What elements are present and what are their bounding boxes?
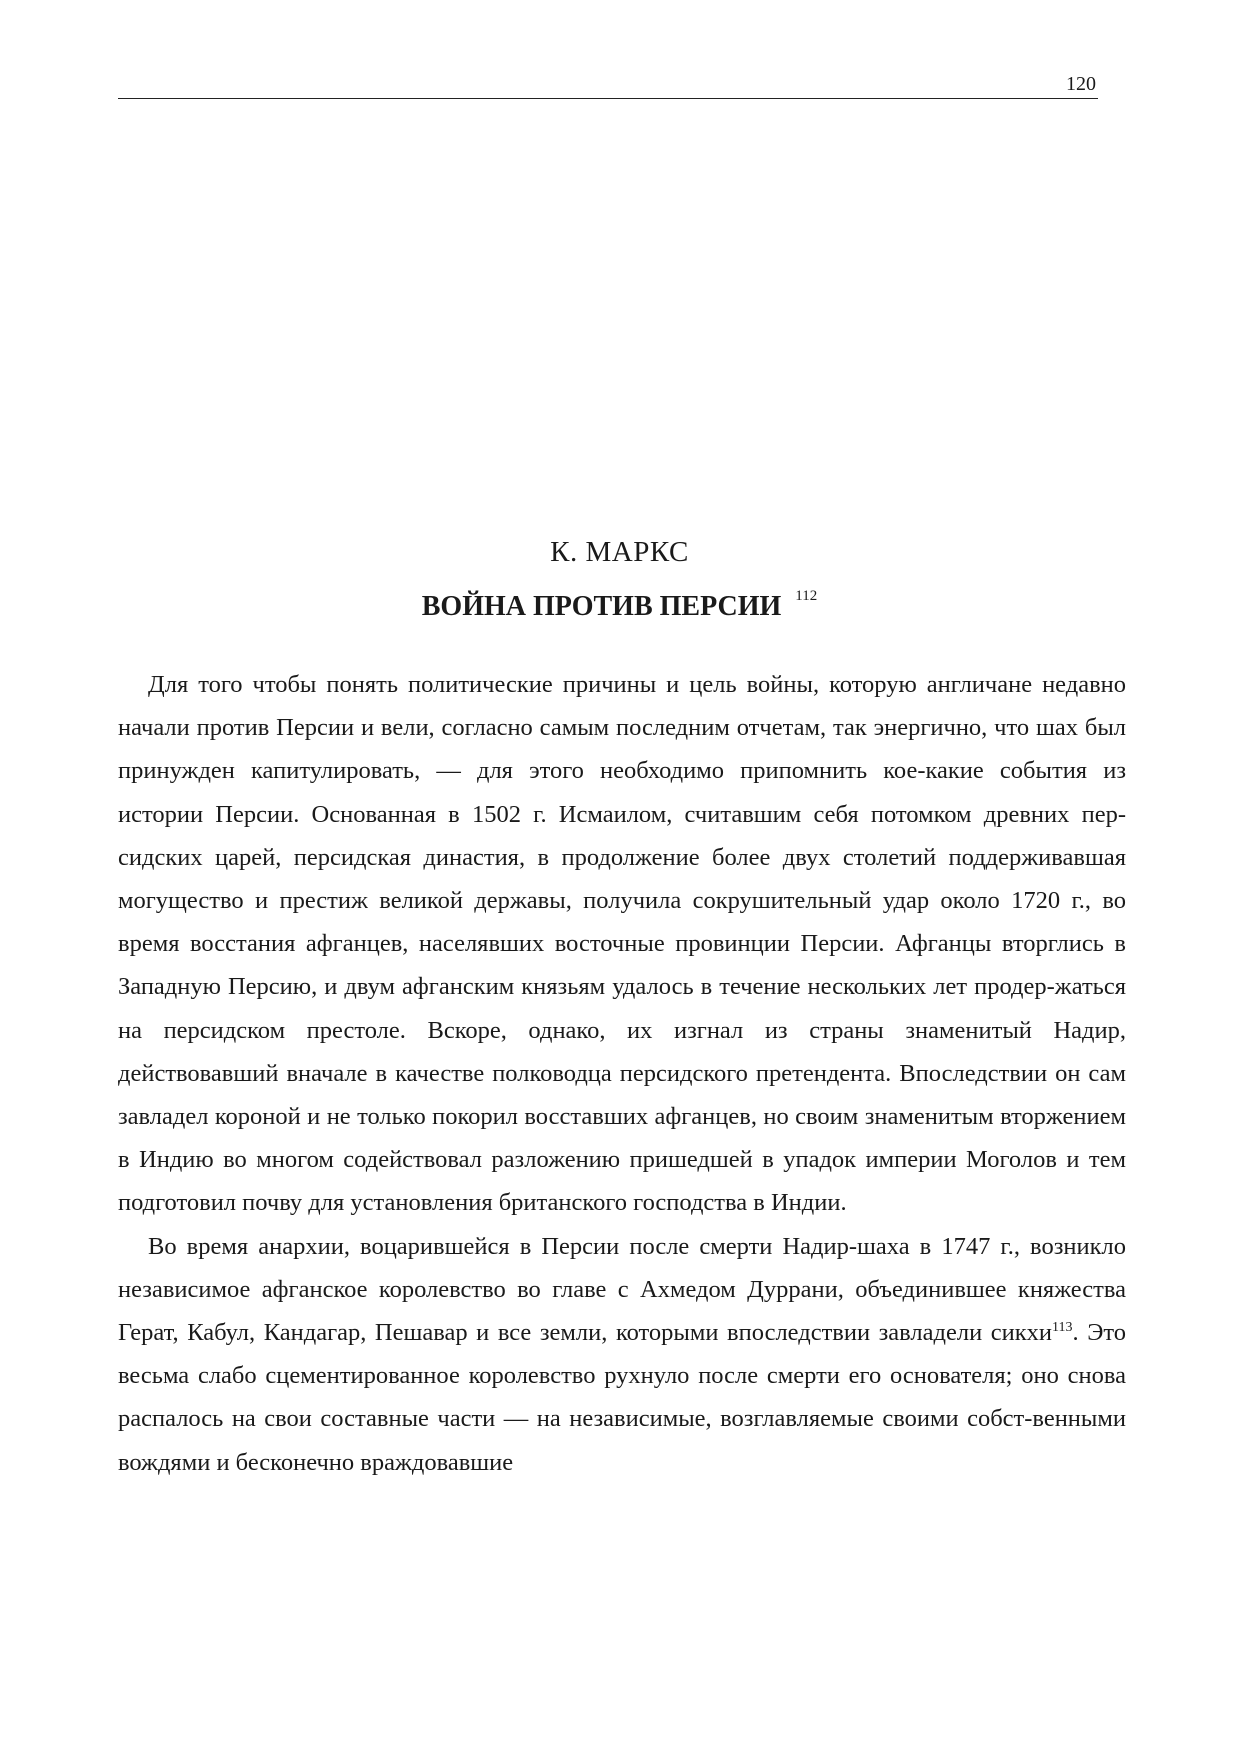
article-title-text: ВОЙНА ПРОТИВ ПЕРСИИ <box>421 591 782 622</box>
article-body <box>118 663 1126 1484</box>
author-name: К. МАРКС <box>550 536 689 568</box>
paragraph-2 <box>118 1225 1126 1484</box>
paragraph-1: Для того чтобы понять политические причины и цель войны, которую англичане недавно начали против Персии и вели, согласно самым последним отчетам, так энергично, что шах был принужден капитулировать, — для этого необходимо припомнить кое-какие события из истории Персии. Основанная в 1502 г. Исмаилом, считавшим себя потомком древних пер-сидских царей, персидская династия, в продолжение более двух столетий поддерживавшая могущество и престиж великой державы, получила сокрушительный удар около 1720 г., во время восстания афганцев, населявших восточные провинции Персии. Афганцы вторглись в Западную Персию, и двум афганским князьям удалось в течение нескольких лет продер-жаться на персидском престоле. Вскоре, однако, их изгнал из страны знаменитый Надир, действовавший вначале в качестве полководца персидского претендента. Впоследствии он сам завладел короной и не только покорил восставших афганцев, но своим знаменитым вторжением в Индию во многом содействовал разложению пришедшей в упадок империи Моголов и тем подготовил почву для установления британского господства в Индии. <box>118 671 1126 1217</box>
footnote-ref-113: 113 <box>1052 1319 1073 1335</box>
page-number: 120 <box>1066 73 1096 95</box>
paragraph-2-text-before: Во время анархии, воцарившейся в Персии после смерти Надир-шаха в 1747 г., возникло независимое афганское королевство во главе с Ахмедом Дуррани, объединившее княжества Герат, Кабул, Кандагар, Пешавар и все земли, которыми впоследствии завладели сикхи <box>118 1232 1126 1347</box>
title-footnote-ref: 112 <box>795 588 818 604</box>
article-title <box>0 588 1239 623</box>
page-header <box>118 66 1098 99</box>
paragraph-2-text-after: . Это весьма слабо сцементированное королевство рухнуло после смерти его основателя; оно снова распалось на свои составные части — на независимые, возглавляемые своими собст-венными вождями и бесконечно враждовавшие <box>118 1319 1127 1476</box>
